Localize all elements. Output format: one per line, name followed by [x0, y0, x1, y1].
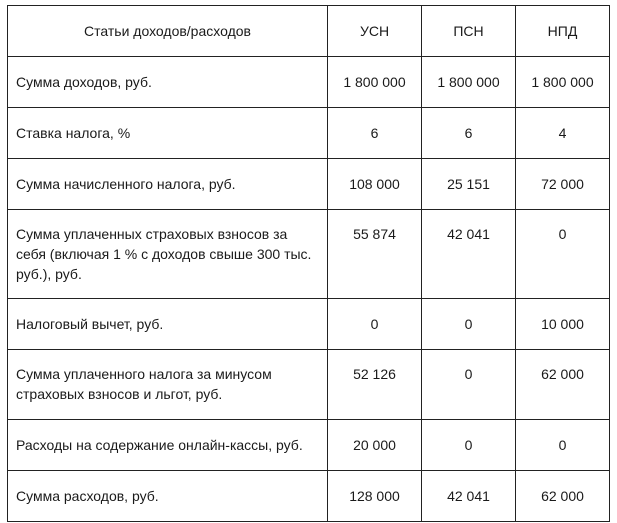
cell-usn: 52 126 [328, 350, 422, 420]
cell-usn: 6 [328, 108, 422, 159]
row-label: Ставка налога, % [8, 108, 328, 159]
table-row [8, 471, 610, 522]
cell-usn: 0 [328, 299, 422, 350]
cell-psn: 42 041 [422, 210, 516, 299]
cell-npd: 0 [516, 210, 610, 299]
cell-usn: 20 000 [328, 420, 422, 471]
table-row [8, 57, 610, 108]
cell-npd: 1 800 000 [516, 57, 610, 108]
cell-usn: 108 000 [328, 159, 422, 210]
table-row [8, 299, 610, 350]
row-label: Сумма доходов, руб. [8, 57, 328, 108]
header-npd: НПД [516, 6, 610, 57]
row-label: Сумма уплаченных страховых взносов за себя (включая 1 % с доходов свыше 300 тыс. руб.), руб. [8, 210, 328, 299]
cell-psn: 0 [422, 350, 516, 420]
table-row [8, 420, 610, 471]
cell-usn: 128 000 [328, 471, 422, 522]
cell-npd: 4 [516, 108, 610, 159]
row-label: Налоговый вычет, руб. [8, 299, 328, 350]
cell-usn: 1 800 000 [328, 57, 422, 108]
table-row [8, 108, 610, 159]
cell-psn: 1 800 000 [422, 57, 516, 108]
cell-npd: 72 000 [516, 159, 610, 210]
cell-npd: 62 000 [516, 350, 610, 420]
cell-npd: 10 000 [516, 299, 610, 350]
header-usn: УСН [328, 6, 422, 57]
cell-npd: 62 000 [516, 471, 610, 522]
cell-psn: 42 041 [422, 471, 516, 522]
table-header-row [8, 6, 610, 57]
row-label: Расходы на содержание онлайн-кассы, руб. [8, 420, 328, 471]
cell-npd: 0 [516, 420, 610, 471]
row-label: Сумма уплаченного налога за минусом страховых взносов и льгот, руб. [8, 350, 328, 420]
header-psn: ПСН [422, 6, 516, 57]
tax-comparison-table [7, 5, 610, 522]
row-label: Сумма расходов, руб. [8, 471, 328, 522]
table-row [8, 210, 610, 299]
table-row [8, 159, 610, 210]
cell-psn: 0 [422, 420, 516, 471]
cell-usn: 55 874 [328, 210, 422, 299]
cell-psn: 0 [422, 299, 516, 350]
row-label: Сумма начисленного налога, руб. [8, 159, 328, 210]
cell-psn: 25 151 [422, 159, 516, 210]
table-row [8, 350, 610, 420]
header-items: Статьи доходов/расходов [8, 6, 328, 57]
cell-psn: 6 [422, 108, 516, 159]
